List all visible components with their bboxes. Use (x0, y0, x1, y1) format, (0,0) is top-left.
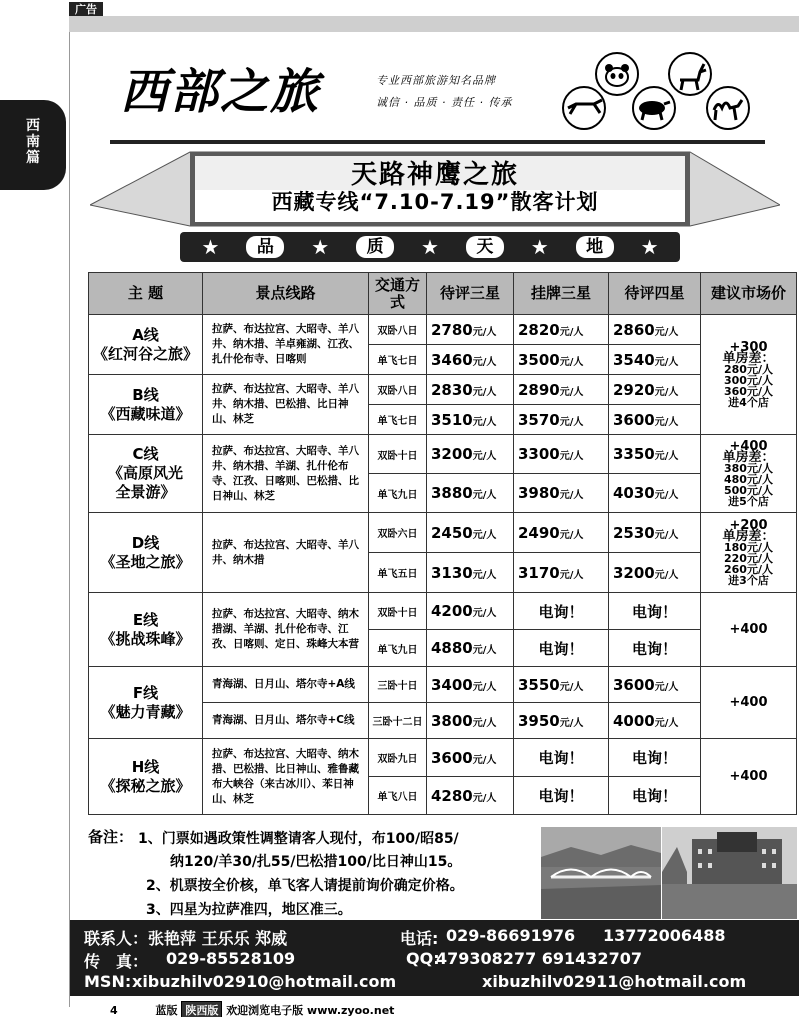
brand-logo: 西部之旅 (120, 64, 321, 120)
table-row (89, 667, 797, 703)
quality-char: 质 (356, 236, 394, 258)
quality-char: 天 (466, 236, 504, 258)
transport-cell: 单飞七日 (369, 405, 427, 435)
price-cell: 4000元/人 (609, 703, 701, 739)
inquiry-cell: 电询！ (609, 777, 701, 815)
fax-number[interactable]: 029-85528109 (166, 949, 296, 968)
theme-cell: A线 《红河谷之旅》 (89, 315, 203, 375)
market-price-cell: +400 (701, 667, 797, 739)
phone-number-2[interactable]: 13772006488 (603, 926, 726, 945)
transport-cell: 单飞九日 (369, 474, 427, 513)
price-cell: 3200元/人 (609, 553, 701, 593)
route-cell: 拉萨、布达拉宫、大昭寺、纳木措、巴松措、比日神山、雅鲁藏布大峡谷（来古冰川）、苯日神山、林芝 (203, 739, 369, 815)
contacts: 联系人：张艳萍 王乐乐 郑威 (84, 929, 288, 948)
price-cell: 3350元/人 (609, 435, 701, 474)
table-row (89, 375, 797, 405)
page-number: 4 (110, 1004, 118, 1017)
qq-numbers[interactable]: 479308277 691432707 (436, 949, 642, 968)
price-cell: 2530元/人 (609, 513, 701, 553)
transport-cell: 双卧八日 (369, 315, 427, 345)
star-icon: ★ (530, 235, 549, 259)
price-cell: 2450元/人 (427, 513, 514, 553)
footer-url[interactable]: www.zyoo.net (307, 1004, 395, 1017)
price-cell: 3300元/人 (514, 435, 609, 474)
transport-cell: 单飞七日 (369, 345, 427, 375)
note-1: 1、门票如遇政策性调整请客人现付，布100/昭85/ (138, 831, 459, 847)
price-cell: 3980元/人 (514, 474, 609, 513)
contact-line-people (70, 926, 799, 950)
fax-label: 传 真： (84, 952, 149, 971)
notes-label: 备注： (88, 828, 134, 846)
market-price-cell: +200 单房差： 180元/人 220元/人 260元/人 进3个店 (701, 513, 797, 593)
table-row (89, 315, 797, 345)
col-header-pending-3star: 待评三星 (427, 273, 514, 315)
price-cell: 3600元/人 (427, 739, 514, 777)
table-row (89, 593, 797, 630)
contact-line-msn (70, 972, 799, 996)
star-icon: ★ (640, 235, 659, 259)
theme-cell: F线 《魅力青藏》 (89, 667, 203, 739)
transport-cell: 双卧八日 (369, 375, 427, 405)
transport-cell: 单飞九日 (369, 630, 427, 667)
price-cell: 3950元/人 (514, 703, 609, 739)
section-tab (0, 100, 66, 190)
route-cell: 拉萨、布达拉宫、大昭寺、纳木措湖、羊湖、扎什伦布寺、江孜、日喀则、定日、珠峰大本营 (203, 593, 369, 667)
theme-cell: B线 《西藏味道》 (89, 375, 203, 435)
footer-text: 欢迎浏览电子版 (226, 1004, 304, 1017)
antelope-badge-icon (669, 53, 711, 95)
price-cell: 2820元/人 (514, 315, 609, 345)
price-cell: 2920元/人 (609, 375, 701, 405)
col-header-pending-4star: 待评四星 (609, 273, 701, 315)
transport-cell: 三卧十二日 (369, 703, 427, 739)
route-cell: 青海湖、日月山、塔尔寺+A线 (203, 667, 369, 703)
page-footer (110, 1001, 394, 1017)
ad-tag: 广告 (69, 2, 103, 18)
market-price-cell: +400 (701, 739, 797, 815)
theme-cell: D线 《圣地之旅》 (89, 513, 203, 593)
price-table (88, 272, 797, 815)
star-icon: ★ (311, 235, 330, 259)
note-3: 3、四星为拉萨准四，地区准三。 (146, 902, 352, 918)
price-cell: 3400元/人 (427, 667, 514, 703)
phone-label: 电话: (400, 929, 439, 948)
potala-palace-photo (662, 827, 797, 919)
transport-cell: 双卧九日 (369, 739, 427, 777)
market-price-cell: +300 单房差： 280元/人 300元/人 360元/人 进4个店 (701, 315, 797, 435)
price-cell: 3600元/人 (609, 405, 701, 435)
inquiry-cell: 电询！ (609, 630, 701, 667)
price-cell: 2860元/人 (609, 315, 701, 345)
table-row (89, 513, 797, 553)
edition-label: 蓝版 (155, 1004, 178, 1017)
railway-bridge-photo (541, 827, 661, 919)
theme-cell: E线 《挑战珠峰》 (89, 593, 203, 667)
inquiry-cell: 电询！ (609, 739, 701, 777)
inquiry-cell: 电询！ (514, 630, 609, 667)
transport-cell: 双卧六日 (369, 513, 427, 553)
edition-badge: 陕西版 (181, 1001, 222, 1017)
banner-subtitle: 西藏专线“7.10-7.19”散客计划 (271, 190, 599, 214)
qq-label: QQ: (406, 949, 440, 968)
price-cell: 4030元/人 (609, 474, 701, 513)
price-cell: 2890元/人 (514, 375, 609, 405)
price-cell: 3200元/人 (427, 435, 514, 474)
msn-email-2[interactable]: xibuzhilv02911@hotmail.com (482, 972, 747, 991)
msn-label: MSN: (84, 972, 132, 991)
quality-char: 地 (576, 236, 614, 258)
col-header-listed-3star: 挂牌三星 (514, 273, 609, 315)
price-cell: 3500元/人 (514, 345, 609, 375)
table-header-row (89, 273, 797, 315)
price-cell: 3510元/人 (427, 405, 514, 435)
price-cell: 3600元/人 (609, 667, 701, 703)
banner-title: 天路神鹰之旅 (350, 160, 519, 190)
inquiry-cell: 电询！ (514, 739, 609, 777)
quality-strip (180, 232, 680, 262)
theme-cell: C线 《高原风光全景游》 (89, 435, 203, 513)
star-icon: ★ (201, 235, 220, 259)
transport-cell: 三卧十日 (369, 667, 427, 703)
price-cell: 3570元/人 (514, 405, 609, 435)
transport-cell: 单飞八日 (369, 777, 427, 815)
col-header-market-price: 建议市场价 (701, 273, 797, 315)
price-cell: 3460元/人 (427, 345, 514, 375)
brand-slogan-secondary: 诚信 · 品质 · 责任 · 传承 (376, 96, 513, 109)
price-cell: 4200元/人 (427, 593, 514, 630)
table-row (89, 435, 797, 474)
price-cell: 3800元/人 (427, 703, 514, 739)
market-price-cell: +400 单房差： 380元/人 480元/人 500元/人 进5个店 (701, 435, 797, 513)
animal-badges (560, 50, 760, 135)
transport-cell: 单飞五日 (369, 553, 427, 593)
price-cell: 3130元/人 (427, 553, 514, 593)
col-header-route: 景点线路 (203, 273, 369, 315)
col-header-transport: 交通方式 (369, 273, 427, 315)
price-cell: 2490元/人 (514, 513, 609, 553)
route-cell: 青海湖、日月山、塔尔寺+C线 (203, 703, 369, 739)
table-row (89, 739, 797, 777)
price-cell: 3550元/人 (514, 667, 609, 703)
price-cell: 2830元/人 (427, 375, 514, 405)
contact-panel (70, 920, 799, 996)
section-tab-label: 西南篇 (26, 118, 40, 166)
transport-cell: 双卧十日 (369, 593, 427, 630)
price-cell: 3170元/人 (514, 553, 609, 593)
price-cell: 3540元/人 (609, 345, 701, 375)
inquiry-cell: 电询！ (514, 593, 609, 630)
star-icon: ★ (421, 235, 439, 259)
price-cell: 4280元/人 (427, 777, 514, 815)
price-cell: 4880元/人 (427, 630, 514, 667)
note-1-continued: 纳120/羊30/扎55/巴松措100/比日神山15。 (170, 854, 462, 870)
price-cell: 3880元/人 (427, 474, 514, 513)
brand-slogan-primary: 专业西部旅游知名品牌 (376, 74, 496, 87)
msn-email-1[interactable]: xibuzhilv02910@hotmail.com (132, 972, 397, 991)
route-cell: 拉萨、布达拉宫、大昭寺、羊八井、纳木措、巴松措、比日神山、林芝 (203, 375, 369, 435)
note-2: 2、机票按全价核，单飞客人请提前询价确定价格。 (146, 878, 464, 894)
theme-cell: H线 《探秘之旅》 (89, 739, 203, 815)
quality-char: 品 (246, 236, 284, 258)
phone-number-1[interactable]: 029-86691976 (446, 926, 576, 945)
top-bar (69, 16, 799, 32)
contact-line-fax (70, 949, 799, 973)
page-left-rule (69, 32, 70, 1007)
transport-cell: 双卧十日 (369, 435, 427, 474)
route-cell: 拉萨、布达拉宫、大昭寺、羊八井、纳木措、羊卓雍湖、江孜、扎什伦布寺、日喀则 (203, 315, 369, 375)
inquiry-cell: 电询！ (609, 593, 701, 630)
col-header-theme: 主 题 (89, 273, 203, 315)
inquiry-cell: 电询！ (514, 777, 609, 815)
market-price-cell: +400 (701, 593, 797, 667)
header-rule (110, 140, 765, 144)
route-cell: 拉萨、布达拉宫、大昭寺、羊八井、纳木措 (203, 513, 369, 593)
price-cell: 2780元/人 (427, 315, 514, 345)
route-cell: 拉萨、布达拉宫、大昭寺、羊八井、纳木措、羊湖、扎什伦布寺、江孜、日喀则、巴松措、比日神山、林芝 (203, 435, 369, 513)
